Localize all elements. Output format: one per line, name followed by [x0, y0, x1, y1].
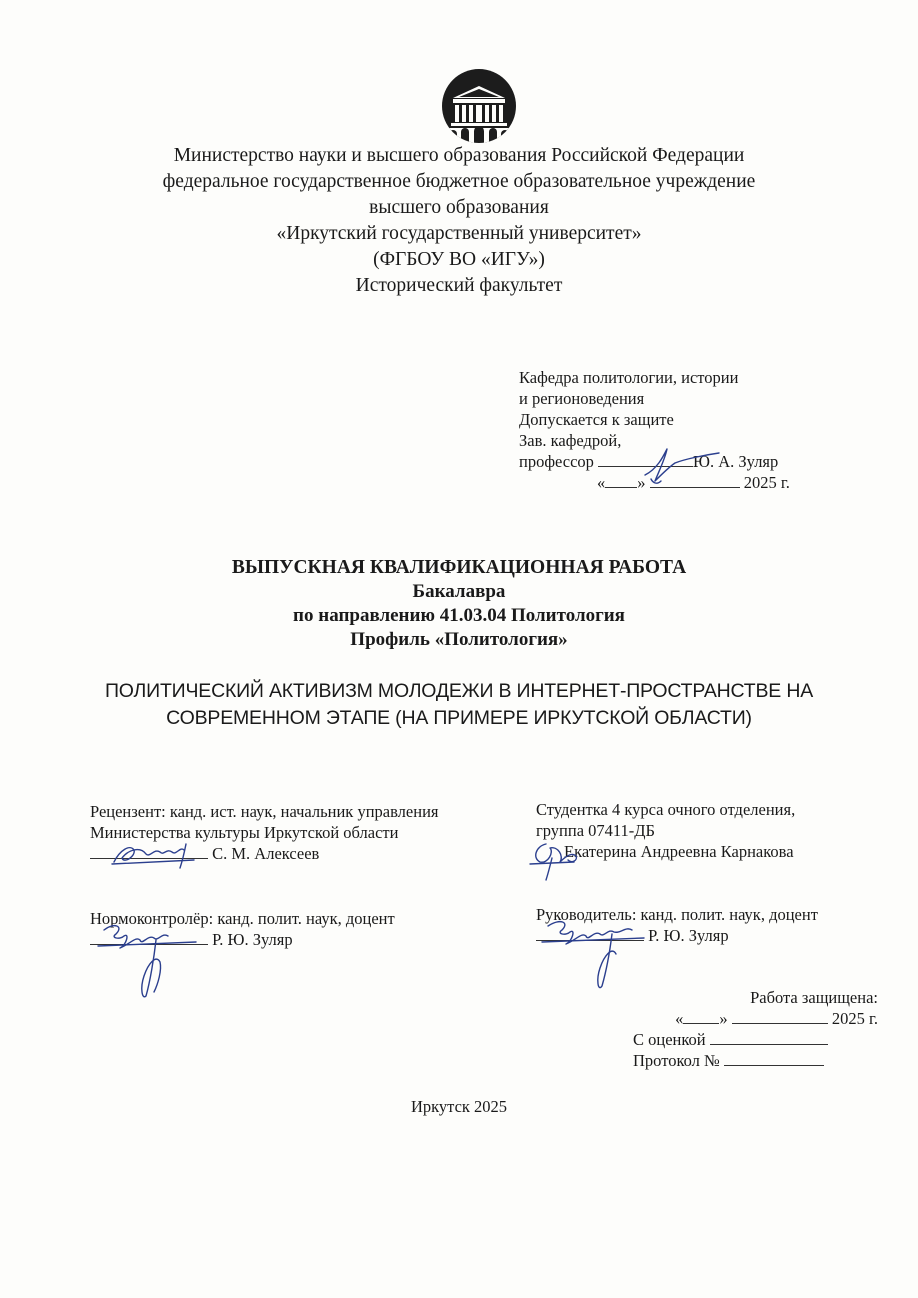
supervisor-position: Руководитель: канд. полит. наук, доцент [536, 905, 818, 924]
head-of-department: Зав. кафедрой, [519, 431, 622, 450]
direction: по направлению 41.03.04 Политология [293, 605, 625, 626]
grade-label: С оценкой [633, 1030, 706, 1049]
defense-block [600, 987, 878, 1071]
supervisor-signature-icon [540, 914, 650, 992]
protocol-line [600, 1050, 878, 1071]
header-line: «Иркутский государственный университет» [276, 223, 642, 244]
head-name: Ю. А. Зуляр [693, 452, 779, 471]
approval-year: 2025 г. [743, 473, 790, 492]
header-line: (ФГБОУ ВО «ИГУ») [373, 249, 545, 270]
normcontrol-position: Нормоконтролёр: канд. полит. наук, доцент [90, 909, 395, 928]
reviewer-signature-icon [110, 836, 210, 872]
header-line: федеральное государственное бюджетное образовательное учреждение [162, 171, 756, 192]
reviewer-name: С. М. Алексеев [212, 844, 320, 863]
normcontrol-signature-icon [96, 918, 206, 1000]
profile: Профиль «Политология» [350, 629, 568, 650]
head-title: профессор [519, 452, 594, 471]
reviewer-organization: Министерства культуры Иркутской области [90, 823, 399, 842]
student-name: Екатерина Андреевна Карнакова [564, 842, 794, 861]
protocol-label: Протокол № [633, 1051, 720, 1070]
student-signature-icon [528, 834, 588, 882]
defense-status: Работа защищена: [750, 988, 878, 1007]
work-title-block [0, 556, 918, 652]
university-building-emblem-icon [441, 68, 517, 144]
approval-date-line: « » 2025 г. [597, 473, 790, 492]
topic-line: СОВРЕМЕННОМ ЭТАПЕ (НА ПРИМЕРЕ ИРКУТСКОЙ ОБЛАСТИ) [166, 707, 752, 729]
grade-line [600, 1029, 878, 1050]
normcontrol-name: Р. Ю. Зуляр [212, 930, 293, 949]
defense-date-line: « » 2025 г. [675, 1009, 878, 1028]
reviewer-position: Рецензент: канд. ист. наук, начальник управления [90, 802, 439, 821]
department-line: и регионоведения [519, 389, 645, 408]
work-type: ВЫПУСКНАЯ КВАЛИФИКАЦИОННАЯ РАБОТА [231, 557, 687, 578]
supervisor-name: Р. Ю. Зуляр [648, 926, 729, 945]
header-line: Министерство науки и высшего образования Российской Федерации [173, 145, 745, 166]
institution-header [0, 143, 918, 299]
department-line: Кафедра политологии, истории [519, 368, 739, 387]
student-group: группа 07411-ДБ [536, 821, 656, 840]
degree: Бакалавра [412, 581, 506, 602]
grade-field [710, 1029, 828, 1045]
header-line: высшего образования [369, 197, 549, 218]
topic-line: ПОЛИТИЧЕСКИЙ АКТИВИЗМ МОЛОДЕЖИ В ИНТЕРНЕТ-ПРОСТРАНСТВЕ НА [104, 680, 814, 702]
head-signature-icon [615, 445, 725, 490]
city-year: Иркутск 2025 [410, 1097, 508, 1116]
faculty-name: Исторический факультет [355, 275, 563, 296]
admitted-text: Допускается к защите [519, 410, 674, 429]
thesis-topic [0, 678, 918, 732]
protocol-field [724, 1050, 824, 1066]
student-course: Студентка 4 курса очного отделения, [536, 800, 796, 819]
defense-year: 2025 г. [831, 1009, 878, 1028]
